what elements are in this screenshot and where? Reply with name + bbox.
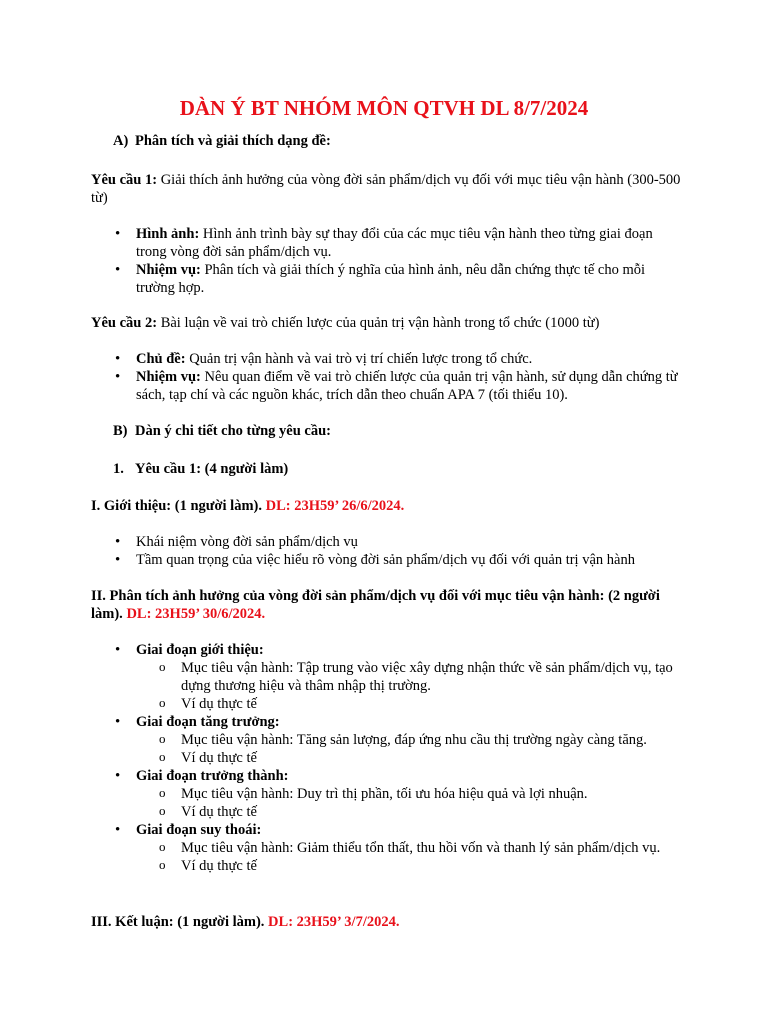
part-3-deadline: DL: 23H59’ 3/7/2024.	[268, 914, 400, 930]
requirement-1-bullets	[0, 225, 768, 297]
section-a-marker: A)	[113, 133, 129, 149]
requirement-2-bullets	[0, 350, 768, 404]
section-a-text: Phân tích và giải thích dạng đề:	[135, 133, 331, 149]
bullet-label: Nhiệm vụ:	[136, 262, 201, 278]
item-1-text: Yêu cầu 1: (4 người làm)	[135, 461, 289, 477]
requirement-2-label: Yêu cầu 2:	[91, 315, 158, 331]
part-1-bullets	[0, 533, 768, 569]
stage-sublist	[136, 839, 681, 875]
section-a-heading	[113, 132, 331, 150]
list-item: • Tầm quan trọng của việc hiểu rõ vòng đời sản phẩm/dịch vụ đối với quản trị vận hành	[0, 551, 681, 569]
part-1-deadline: DL: 23H59’ 26/6/2024.	[265, 498, 405, 514]
part-2-title: II. Phân tích ảnh hưởng của vòng đời sản phẩm/dịch vụ đối với mục tiêu vận hành: (2 người làm).	[91, 588, 660, 622]
stage-label: Giai đoạn suy thoái:	[136, 822, 262, 838]
requirement-2-paragraph	[91, 314, 681, 332]
part-1-heading	[91, 497, 681, 515]
stage-item	[0, 713, 681, 767]
sub-item: o Ví dụ thực tế	[136, 857, 681, 875]
sub-item: o Mục tiêu vận hành: Giảm thiểu tổn thất, thu hồi vốn và thanh lý sản phẩm/dịch vụ.	[136, 839, 681, 857]
sub-item: o Mục tiêu vận hành: Tập trung vào việc xây dựng nhận thức về sản phẩm/dịch vụ, tạo dựng thương hiệu và thâm nhập thị trường.	[136, 659, 681, 695]
list-item	[0, 225, 681, 261]
stage-item	[0, 641, 681, 713]
list-item	[0, 368, 681, 404]
part-2-stages	[0, 641, 768, 875]
stage-item	[0, 821, 681, 875]
stage-label: Giai đoạn trưởng thành:	[136, 768, 289, 784]
section-b-marker: B)	[113, 423, 128, 439]
item-1-heading	[113, 460, 288, 478]
sub-item: o Ví dụ thực tế	[136, 695, 681, 713]
bullet-text: Quản trị vận hành và vai trò vị trí chiến lược trong tổ chức.	[185, 351, 533, 367]
list-item	[0, 261, 681, 297]
requirement-1-paragraph	[91, 171, 681, 207]
bullet-text: Phân tích và giải thích ý nghĩa của hình ảnh, nêu dẫn chứng thực tế cho mỗi trường hợp.	[136, 262, 646, 296]
sub-item: o Ví dụ thực tế	[136, 803, 681, 821]
list-item	[0, 350, 681, 368]
bullet-text: Nêu quan điểm về vai trò chiến lược của quản trị vận hành, sử dụng dẫn chứng từ sách, tạp chí và các nguồn khác, trích dẫn theo chuẩn APA 7 (tối thiểu 10).	[136, 369, 678, 403]
document-title: DÀN Ý BT NHÓM MÔN QTVH DL 8/7/2024	[179, 96, 589, 120]
section-b-heading	[113, 422, 331, 440]
bullet-label: Nhiệm vụ:	[136, 369, 201, 385]
requirement-2-text: Bài luận về vai trò chiến lược của quản trị vận hành trong tổ chức (1000 từ)	[157, 315, 600, 331]
bullet-text: Hình ảnh trình bày sự thay đổi của các mục tiêu vận hành theo từng giai đoạn trong vòng đời sản phẩm/dịch vụ.	[136, 226, 653, 260]
sub-item: o Ví dụ thực tế	[136, 749, 681, 767]
requirement-1-label: Yêu cầu 1:	[91, 172, 158, 188]
sub-item: o Mục tiêu vận hành: Duy trì thị phần, tối ưu hóa hiệu quả và lợi nhuận.	[136, 785, 681, 803]
item-1-marker: 1.	[113, 461, 124, 477]
stage-label: Giai đoạn giới thiệu:	[136, 642, 264, 658]
part-3-title: III. Kết luận: (1 người làm).	[91, 914, 269, 930]
part-3-heading	[91, 913, 681, 931]
part-1-title: I. Giới thiệu: (1 người làm).	[91, 498, 266, 514]
sub-item: o Mục tiêu vận hành: Tăng sản lượng, đáp ứng nhu cầu thị trường ngày càng tăng.	[136, 731, 681, 749]
stage-item	[0, 767, 681, 821]
stage-sublist	[136, 785, 681, 821]
section-b-text: Dàn ý chi tiết cho từng yêu cầu:	[135, 423, 331, 439]
part-2-heading	[91, 587, 681, 623]
stage-sublist	[136, 659, 681, 713]
list-item: • Khái niệm vòng đời sản phẩm/dịch vụ	[0, 533, 681, 551]
bullet-label: Hình ảnh:	[136, 226, 200, 242]
part-2-deadline: DL: 23H59’ 30/6/2024.	[126, 606, 266, 622]
stage-sublist	[136, 731, 681, 767]
requirement-1-text: Giải thích ảnh hưởng của vòng đời sản phẩm/dịch vụ đối với mục tiêu vận hành (300-500 từ)	[91, 172, 681, 206]
bullet-label: Chủ đề:	[136, 351, 186, 367]
stage-label: Giai đoạn tăng trưởng:	[136, 714, 280, 730]
